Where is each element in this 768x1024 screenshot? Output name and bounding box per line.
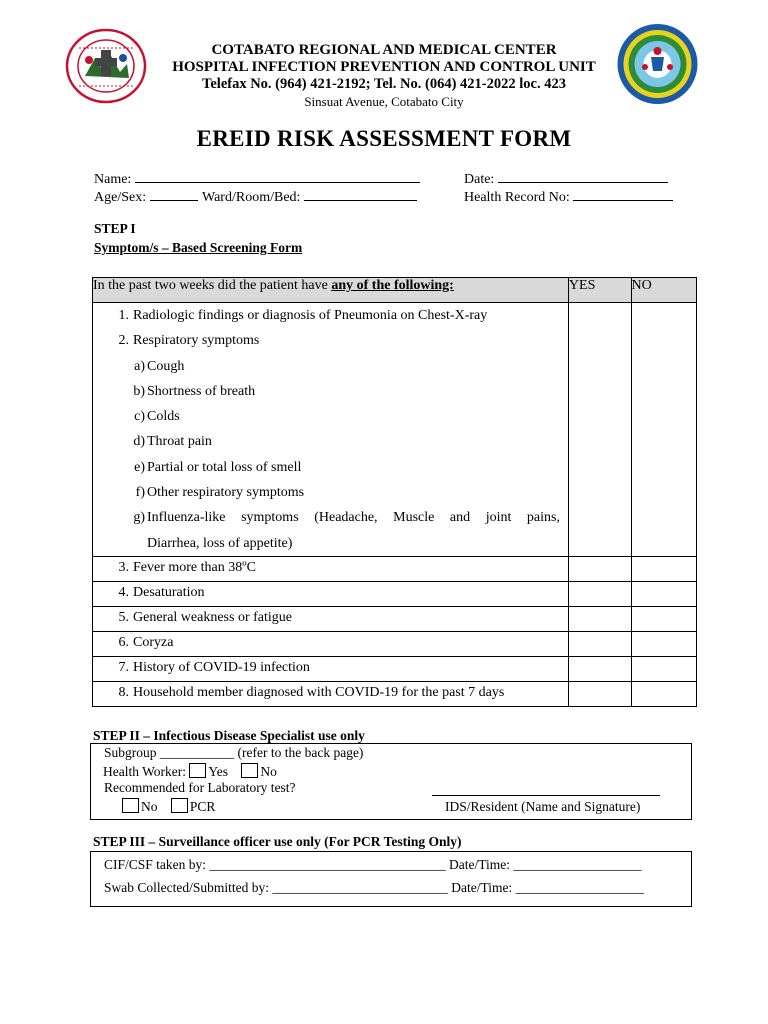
no-checkbox-cell[interactable]: [631, 631, 697, 656]
respiratory-cell: [93, 303, 569, 557]
list-item: c) Colds: [134, 409, 180, 425]
step1-subtitle: Symptom/s – Based Screening Form: [94, 240, 303, 255]
health-worker-yes-checkbox[interactable]: [189, 763, 206, 778]
lab-no-label: No: [141, 799, 158, 814]
ward-field[interactable]: [202, 187, 417, 206]
date-field[interactable]: [464, 169, 668, 188]
lab-no-checkbox[interactable]: [122, 798, 139, 813]
yes-checkbox-cell[interactable]: [568, 581, 631, 606]
no-checkbox-cell[interactable]: [631, 656, 697, 681]
screening-table: [92, 277, 697, 707]
age-sex-field[interactable]: [94, 187, 198, 206]
form-title: EREID RISK ASSESSMENT FORM: [196, 126, 572, 151]
ward-label: Ward/Room/Bed:: [202, 190, 301, 205]
step1-label: STEP I: [94, 221, 136, 236]
list-item: b) Shortness of breath: [133, 383, 256, 399]
list-item: 2. Respiratory symptoms: [118, 333, 260, 349]
list-item: e) Partial or total loss of smell: [134, 459, 302, 475]
doh-logo: [65, 28, 147, 104]
yes-checkbox-cell[interactable]: [568, 681, 631, 706]
no-checkbox-cell[interactable]: [631, 581, 697, 606]
no-checkbox-cell[interactable]: [631, 556, 697, 581]
table-row: 3. Fever more than 38ºC: [93, 556, 697, 581]
name-label: Name:: [94, 172, 132, 187]
age-sex-label: Age/Sex:: [94, 190, 147, 205]
signature-line[interactable]: [432, 795, 660, 796]
question-emphasis: any of the following:: [331, 278, 454, 293]
swab-field[interactable]: Swab Collected/Submitted by: __________________________ Date/Time: ___________________: [104, 880, 644, 895]
date-label: Date:: [464, 172, 495, 187]
subgroup-field[interactable]: Subgroup ___________ (refer to the back page): [104, 745, 364, 760]
lab-pcr-label: PCR: [189, 799, 216, 814]
date-line: [498, 169, 668, 183]
address: Sinsuat Avenue, Cotabato City: [304, 94, 464, 109]
yes-header: YES: [568, 278, 631, 303]
list-item-continued: Diarrhea, loss of appetite): [147, 535, 293, 551]
signature-caption: IDS/Resident (Name and Signature): [445, 799, 641, 814]
yes-checkbox-cell[interactable]: [568, 556, 631, 581]
table-row: 4. Desaturation: [93, 581, 697, 606]
yes-checkbox-cell[interactable]: [568, 631, 631, 656]
lab-pcr-checkbox[interactable]: [171, 798, 188, 813]
name-line: [135, 169, 420, 183]
health-worker-yes-label: Yes: [208, 764, 229, 779]
list-item: f) Other respiratory symptoms: [135, 485, 305, 501]
table-row: [93, 303, 697, 557]
health-worker-row: [103, 763, 277, 780]
health-worker-label: Health Worker:: [103, 764, 187, 779]
no-checkbox-cell[interactable]: [631, 606, 697, 631]
ward-line: [304, 187, 417, 201]
org-name: COTABATO REGIONAL AND MEDICAL CENTER: [211, 42, 557, 58]
list-item: a) Cough: [134, 358, 185, 374]
table-row: 8. Household member diagnosed with COVID-19 for the past 7 days: [93, 681, 697, 706]
lab-test-options: [122, 798, 215, 815]
health-worker-no-checkbox[interactable]: [241, 763, 258, 778]
question-header: In the past two weeks did the patient have any of the following:: [93, 278, 569, 303]
list-item: 1. Radiologic findings or diagnosis of Pneumonia on Chest-X-ray: [118, 308, 488, 323]
table-row: 5. General weakness or fatigue: [93, 606, 697, 631]
step2-label: STEP II – Infectious Disease Specialist use only: [93, 728, 365, 743]
no-header: NO: [631, 278, 697, 303]
health-record-field[interactable]: [464, 187, 673, 206]
age-sex-line: [150, 187, 198, 201]
table-row: 7. History of COVID-19 infection: [93, 656, 697, 681]
contact-numbers: Telefax No. (964) 421-2192; Tel. No. (064) 421-2022 loc. 423: [202, 76, 566, 92]
no-checkbox-cell[interactable]: [631, 303, 697, 557]
table-header-row: [93, 278, 697, 303]
yes-checkbox-cell[interactable]: [568, 606, 631, 631]
health-record-line: [573, 187, 673, 201]
table-row: 6. Coryza: [93, 631, 697, 656]
health-worker-no-label: No: [260, 764, 277, 779]
yes-checkbox-cell[interactable]: [568, 303, 631, 557]
list-item: g) Influenza-like symptoms (Headache, Muscle and joint pains,: [133, 510, 560, 526]
name-field[interactable]: [94, 169, 420, 188]
recommended-label: Recommended for Laboratory test?: [104, 780, 296, 795]
cif-csf-field[interactable]: CIF/CSF taken by: ___________________________________ Date/Time: ___________________: [104, 857, 642, 872]
unit-name: HOSPITAL INFECTION PREVENTION AND CONTROL UNIT: [172, 59, 596, 75]
health-record-label: Health Record No:: [464, 190, 570, 205]
list-item: d) Throat pain: [133, 434, 212, 450]
step3-label: STEP III – Surveillance officer use only (For PCR Testing Only): [93, 834, 462, 849]
yes-checkbox-cell[interactable]: [568, 656, 631, 681]
no-checkbox-cell[interactable]: [631, 681, 697, 706]
